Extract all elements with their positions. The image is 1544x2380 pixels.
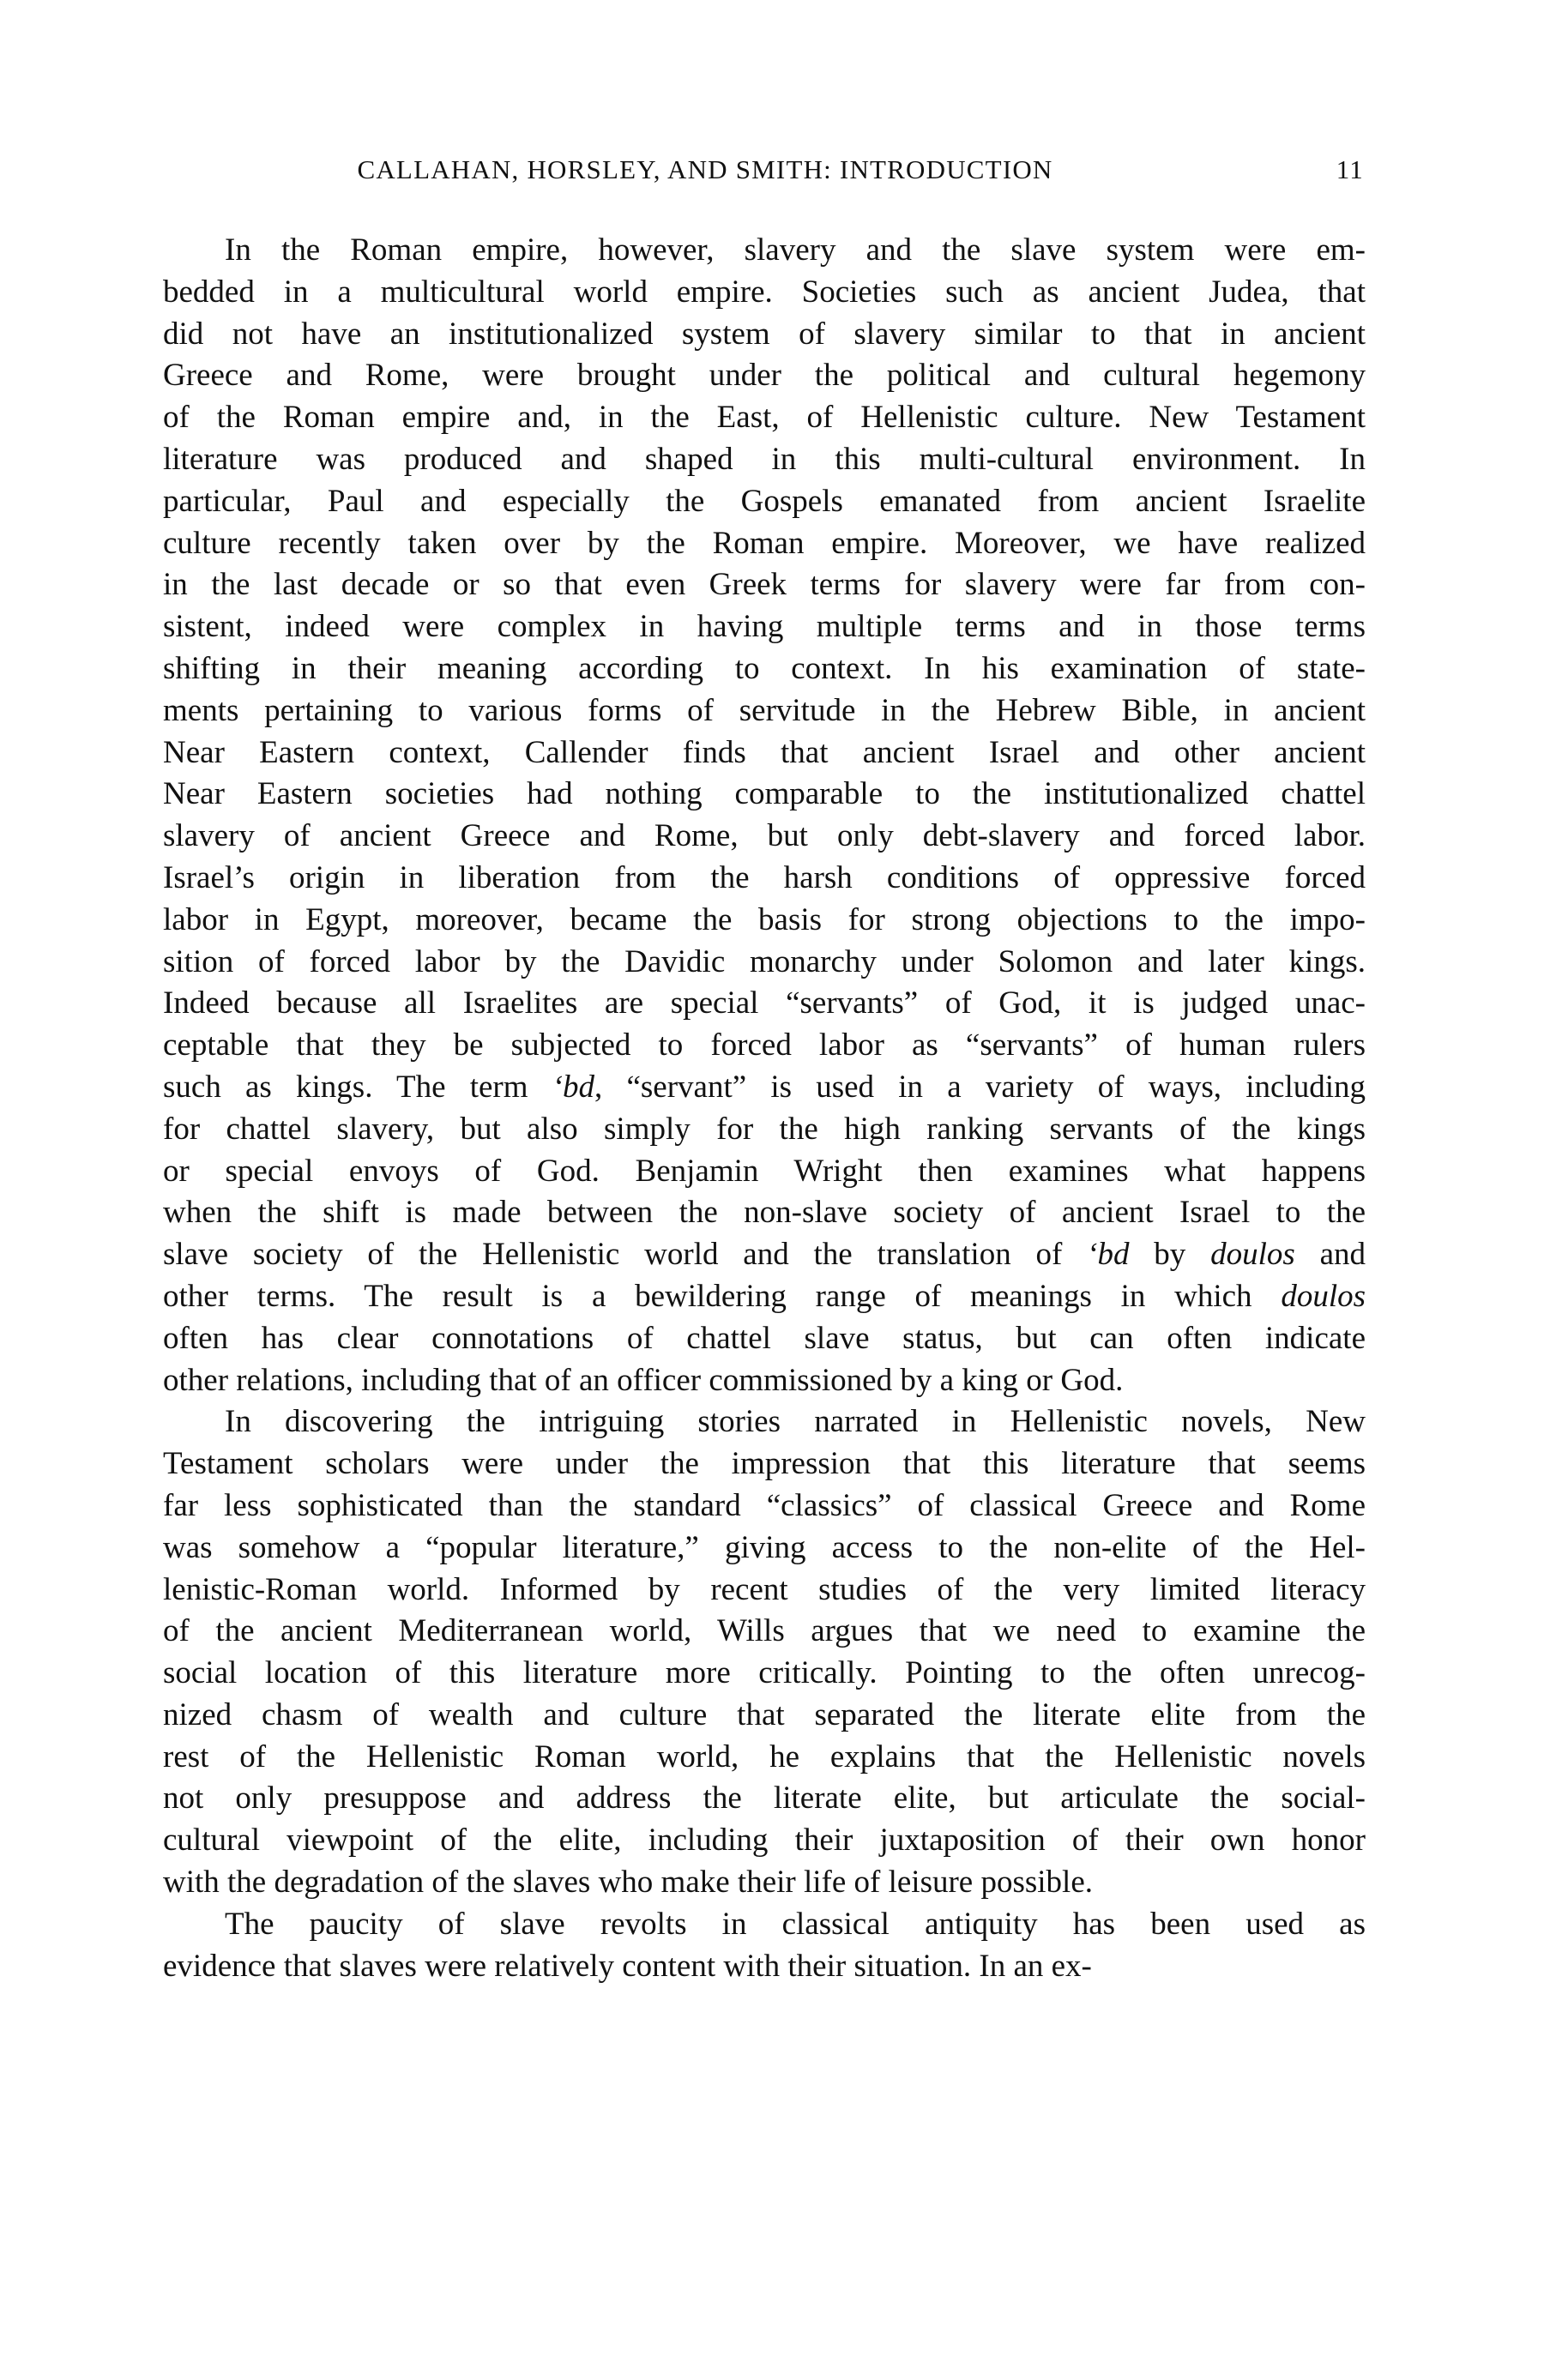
text-line: far less sophisticated than the standard “classics” of classical Greece and Rome	[163, 1487, 1366, 1523]
paragraph	[163, 1401, 1366, 1904]
text-line: culture recently taken over by the Roman empire. Moreover, we have realized	[163, 525, 1366, 561]
text-line: not only presuppose and address the literate elite, but articulate the social-	[163, 1780, 1366, 1817]
text-line: literature was produced and shaped in this multi-cultural environment. In	[163, 441, 1366, 477]
text-line: Greece and Rome, were brought under the political and cultural hegemony	[163, 358, 1366, 394]
text-line: other terms. The result is a bewildering range of meanings in which doulos	[163, 1278, 1366, 1314]
text-line: lenistic-Roman world. Informed by recent studies of the very limited literacy	[163, 1571, 1366, 1607]
text-line: labor in Egypt, moreover, became the basis for strong objections to the impo-	[163, 901, 1366, 937]
text-line: for chattel slavery, but also simply for the high ranking servants of the kings	[163, 1111, 1366, 1147]
paragraph	[163, 1904, 1366, 1988]
text-line: nized chasm of wealth and culture that separated the literate elite from the	[163, 1696, 1366, 1732]
running-title: CALLAHAN, HORSLEY, AND SMITH: INTRODUCTION	[357, 154, 1053, 184]
text-line: shifting in their meaning according to context. In his examination of state-	[163, 650, 1366, 686]
text-line: evidence that slaves were relatively content with their situation. In an ex-	[163, 1948, 1092, 1984]
text-line: in the last decade or so that even Greek terms for slavery were far from con-	[163, 567, 1366, 603]
running-head	[190, 148, 1364, 190]
body-text	[163, 230, 1366, 1987]
text-line: of the ancient Mediterranean world, Wills argues that we need to examine the	[163, 1613, 1366, 1649]
text-line: ments pertaining to various forms of servitude in the Hebrew Bible, in ancient	[163, 692, 1366, 728]
text-line: sition of forced labor by the Davidic monarchy under Solomon and later kings.	[163, 943, 1366, 979]
text-line: with the degradation of the slaves who make their life of leisure possible.	[163, 1865, 1094, 1901]
text-line: other relations, including that of an officer commissioned by a king or God.	[163, 1362, 1124, 1398]
text-line: Testament scholars were under the impression that this literature that seems	[163, 1446, 1366, 1482]
text-line: cultural viewpoint of the elite, including their juxtaposition of their own honor	[163, 1823, 1366, 1859]
text-line: Near Eastern societies had nothing comparable to the institutionalized chattel	[163, 776, 1366, 812]
text-line: often has clear connotations of chattel slave status, but can often indicate	[163, 1320, 1366, 1356]
text-line: sistent, indeed were complex in having multiple terms and in those terms	[163, 609, 1366, 645]
text-line: particular, Paul and especially the Gospels emanated from ancient Israelite	[163, 483, 1366, 519]
text-line: The paucity of slave revolts in classical antiquity has been used as	[225, 1906, 1366, 1942]
text-line: or special envoys of God. Benjamin Wright then examines what happens	[163, 1153, 1366, 1189]
page-number: 11	[1336, 154, 1364, 184]
text-line: In the Roman empire, however, slavery and the slave system were em-	[225, 232, 1366, 268]
paragraph	[163, 230, 1366, 1401]
text-line: rest of the Hellenistic Roman world, he explains that the Hellenistic novels	[163, 1738, 1366, 1774]
text-line: In discovering the intriguing stories narrated in Hellenistic novels, New	[225, 1404, 1366, 1440]
text-line: when the shift is made between the non-slave society of ancient Israel to the	[163, 1195, 1366, 1231]
text-line: of the Roman empire and, in the East, of Hellenistic culture. New Testament	[163, 400, 1366, 436]
text-line: did not have an institutionalized system of slavery similar to that in ancient	[163, 316, 1366, 352]
text-line: slavery of ancient Greece and Rome, but only debt-slavery and forced labor.	[163, 818, 1366, 854]
text-line: ceptable that they be subjected to forced labor as “servants” of human rulers	[163, 1027, 1366, 1063]
text-line: slave society of the Hellenistic world and the translation of ‘bd by doulos and	[163, 1237, 1366, 1273]
text-line: such as kings. The term ‘bd, “servant” is used in a variety of ways, including	[163, 1069, 1366, 1105]
text-line: social location of this literature more critically. Pointing to the often unrecog-	[163, 1655, 1366, 1691]
text-line: Israel’s origin in liberation from the harsh conditions of oppressive forced	[163, 859, 1366, 895]
text-line: bedded in a multicultural world empire. Societies such as ancient Judea, that	[163, 274, 1366, 310]
text-line: Indeed because all Israelites are special “servants” of God, it is judged unac-	[163, 985, 1366, 1021]
text-line: Near Eastern context, Callender finds that ancient Israel and other ancient	[163, 734, 1366, 770]
text-line: was somehow a “popular literature,” giving access to the non-elite of the Hel-	[163, 1529, 1366, 1565]
